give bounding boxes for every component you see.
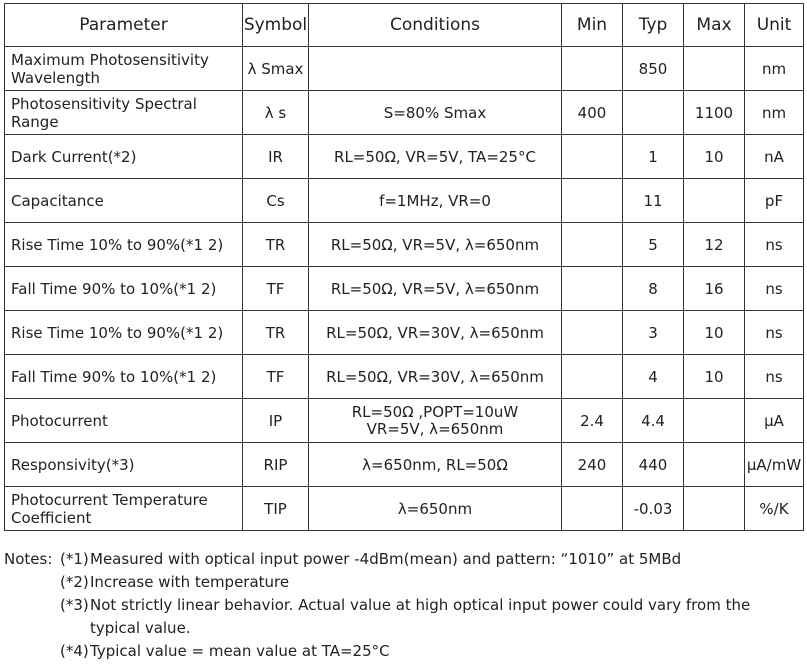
note-item — [4, 571, 804, 594]
cell-parameter: Capacitance — [5, 179, 243, 223]
table-row — [5, 135, 804, 179]
note-item — [4, 640, 804, 663]
cell-min — [562, 267, 623, 311]
conditions-line-2: VR=5V, λ=650nm — [366, 419, 504, 438]
cell-typ: 1 — [623, 135, 684, 179]
notes-section — [4, 548, 804, 663]
table-row — [5, 311, 804, 355]
cell-symbol: TF — [243, 355, 309, 399]
cell-parameter: Fall Time 90% to 10%(*1 2) — [5, 267, 243, 311]
header-min: Min — [562, 4, 623, 47]
cell-parameter: Fall Time 90% to 10%(*1 2) — [5, 355, 243, 399]
cell-conditions: λ=650nm — [309, 487, 562, 531]
cell-unit: ns — [745, 355, 804, 399]
header-max: Max — [684, 4, 745, 47]
note-text: Measured with optical input power -4dBm(mean) and pattern: “1010” at 5MBd — [90, 550, 682, 568]
cell-min — [562, 355, 623, 399]
header-conditions: Conditions — [309, 4, 562, 47]
cell-parameter: Maximum Photosensitivity Wavelength — [5, 47, 243, 91]
cell-max: 1100 — [684, 91, 745, 135]
cell-symbol: IP — [243, 399, 309, 443]
cell-max — [684, 179, 745, 223]
header-symbol: Symbol — [243, 4, 309, 47]
cell-conditions — [309, 399, 562, 443]
table-row — [5, 223, 804, 267]
cell-max: 10 — [684, 355, 745, 399]
cell-max: 10 — [684, 311, 745, 355]
cell-typ: 850 — [623, 47, 684, 91]
header-row — [5, 4, 804, 47]
table-row — [5, 91, 804, 135]
cell-symbol: TF — [243, 267, 309, 311]
table-row — [5, 267, 804, 311]
cell-typ: 4 — [623, 355, 684, 399]
cell-symbol: TR — [243, 311, 309, 355]
cell-typ: 4.4 — [623, 399, 684, 443]
cell-typ: 5 — [623, 223, 684, 267]
note-text: Not strictly linear behavior. Actual value at high optical input power could vary from the typical value. — [90, 596, 751, 637]
cell-symbol: IR — [243, 135, 309, 179]
cell-typ — [623, 91, 684, 135]
cell-unit: μA/mW — [745, 443, 804, 487]
cell-conditions — [309, 47, 562, 91]
cell-symbol: TR — [243, 223, 309, 267]
cell-conditions: RL=50Ω, VR=5V, λ=650nm — [309, 267, 562, 311]
cell-conditions: RL=50Ω, VR=5V, TA=25°C — [309, 135, 562, 179]
cell-unit: pF — [745, 179, 804, 223]
cell-min: 2.4 — [562, 399, 623, 443]
cell-conditions: S=80% Smax — [309, 91, 562, 135]
cell-parameter: Rise Time 10% to 90%(*1 2) — [5, 311, 243, 355]
cell-symbol: TIP — [243, 487, 309, 531]
note-item — [4, 548, 804, 571]
cell-unit: nm — [745, 47, 804, 91]
cell-min — [562, 135, 623, 179]
cell-symbol: RIP — [243, 443, 309, 487]
note-item — [4, 594, 804, 640]
cell-max: 12 — [684, 223, 745, 267]
cell-parameter: Dark Current(*2) — [5, 135, 243, 179]
cell-min — [562, 47, 623, 91]
cell-unit: ns — [745, 267, 804, 311]
cell-min — [562, 179, 623, 223]
cell-typ: 440 — [623, 443, 684, 487]
cell-unit: nm — [745, 91, 804, 135]
cell-min: 240 — [562, 443, 623, 487]
cell-typ: 3 — [623, 311, 684, 355]
cell-max — [684, 47, 745, 91]
cell-typ: 11 — [623, 179, 684, 223]
cell-conditions: f=1MHz, VR=0 — [309, 179, 562, 223]
table-row — [5, 179, 804, 223]
cell-max: 10 — [684, 135, 745, 179]
cell-unit: %/K — [745, 487, 804, 531]
cell-unit: ns — [745, 223, 804, 267]
note-text: Typical value = mean value at TA=25°C — [90, 642, 390, 660]
cell-min — [562, 311, 623, 355]
cell-unit: ns — [745, 311, 804, 355]
cell-min: 400 — [562, 91, 623, 135]
spec-table — [4, 3, 804, 531]
table-row — [5, 47, 804, 91]
table-row — [5, 355, 804, 399]
cell-symbol: λ s — [243, 91, 309, 135]
cell-max — [684, 487, 745, 531]
cell-unit: μA — [745, 399, 804, 443]
notes-heading: Notes: — [4, 550, 53, 568]
cell-max — [684, 399, 745, 443]
cell-conditions: RL=50Ω, VR=30V, λ=650nm — [309, 311, 562, 355]
cell-parameter: Photocurrent — [5, 399, 243, 443]
cell-conditions: λ=650nm, RL=50Ω — [309, 443, 562, 487]
cell-min — [562, 223, 623, 267]
cell-min — [562, 487, 623, 531]
cell-parameter: Responsivity(*3) — [5, 443, 243, 487]
header-unit: Unit — [745, 4, 804, 47]
cell-typ: 8 — [623, 267, 684, 311]
cell-unit: nA — [745, 135, 804, 179]
note-label: (*1) — [60, 550, 89, 568]
cell-max: 16 — [684, 267, 745, 311]
note-label: (*3) — [60, 596, 89, 614]
table-row — [5, 487, 804, 531]
cell-symbol: Cs — [243, 179, 309, 223]
note-label: (*2) — [60, 573, 89, 591]
cell-parameter: Photosensitivity Spectral Range — [5, 91, 243, 135]
cell-parameter: Photocurrent Temperature Coefficient — [5, 487, 243, 531]
note-text: Increase with temperature — [90, 573, 290, 591]
table-row — [5, 399, 804, 443]
note-label: (*4) — [60, 642, 89, 660]
cell-conditions: RL=50Ω, VR=5V, λ=650nm — [309, 223, 562, 267]
cell-typ: -0.03 — [623, 487, 684, 531]
cell-symbol: λ Smax — [243, 47, 309, 91]
cell-max — [684, 443, 745, 487]
conditions-line-1: RL=50Ω ,POPT=10uW — [351, 402, 519, 421]
header-typ: Typ — [623, 4, 684, 47]
table-row — [5, 443, 804, 487]
header-parameter: Parameter — [5, 4, 243, 47]
cell-parameter: Rise Time 10% to 90%(*1 2) — [5, 223, 243, 267]
cell-conditions: RL=50Ω, VR=30V, λ=650nm — [309, 355, 562, 399]
